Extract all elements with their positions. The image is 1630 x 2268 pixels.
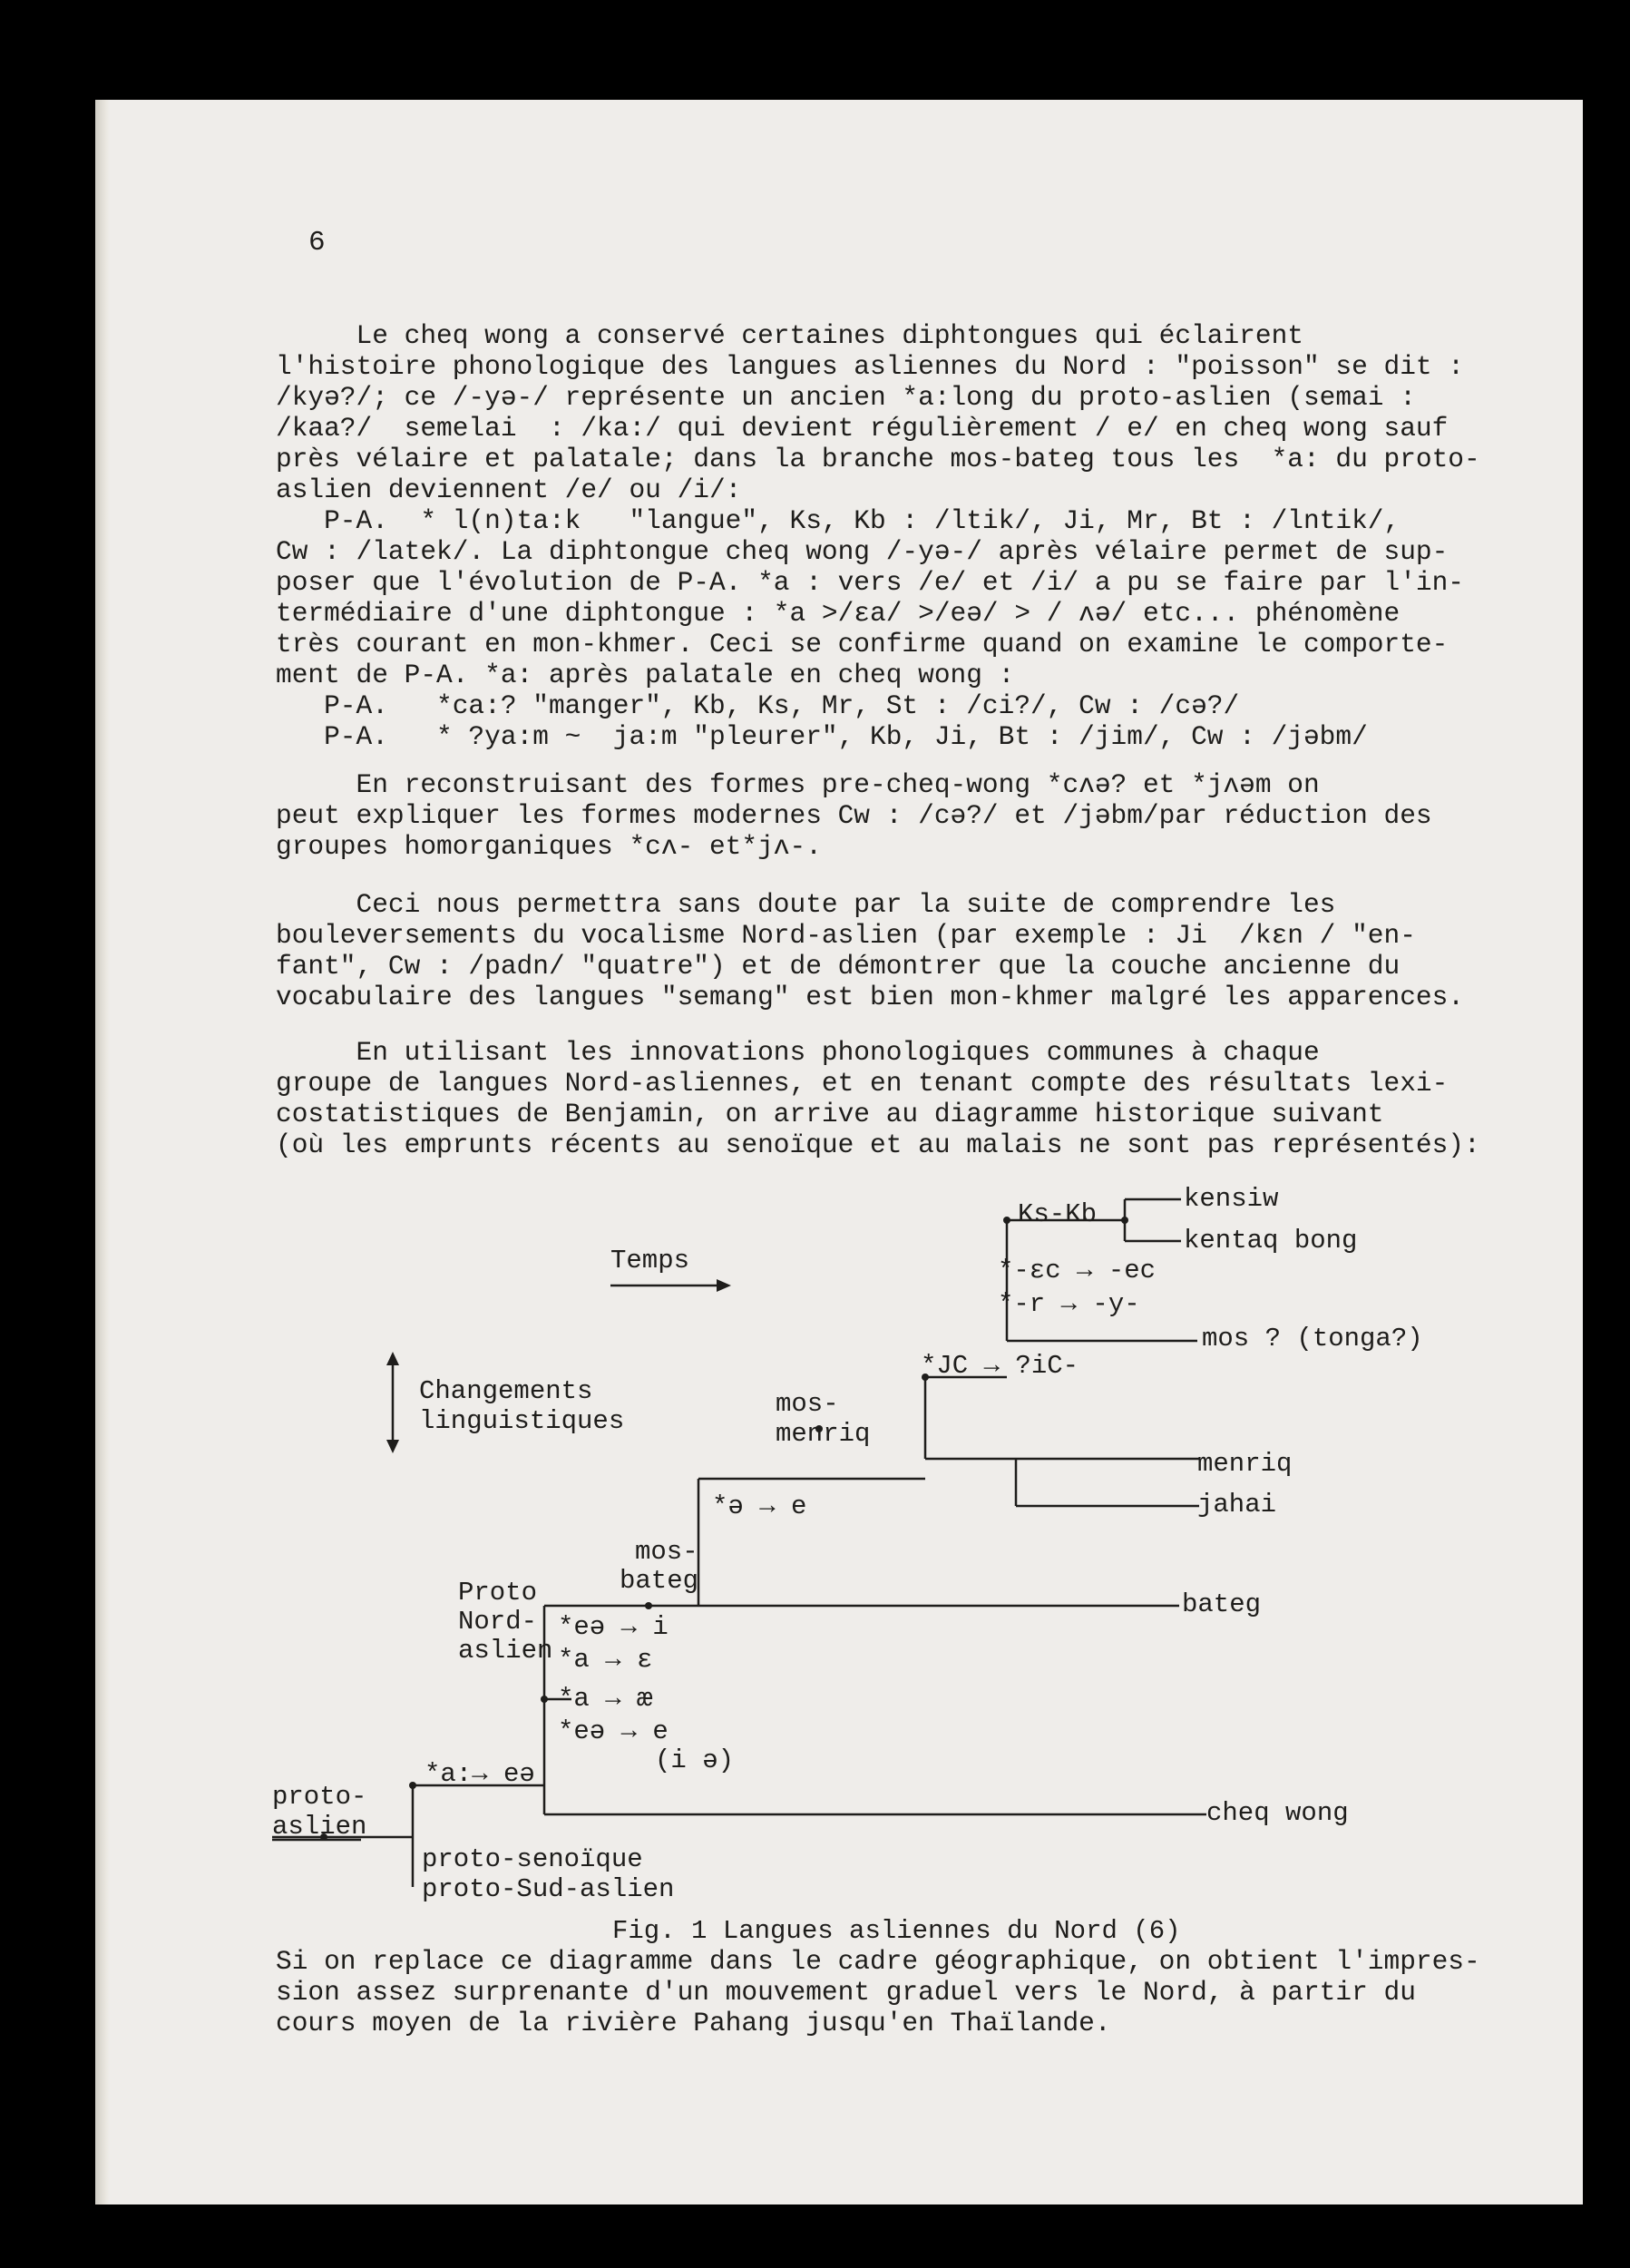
label-menriq: menriq [1197, 1449, 1293, 1479]
node-proto-nord [541, 1696, 548, 1703]
change-along: *a:→ eə [425, 1759, 535, 1789]
label-menriq-group: menriq [776, 1419, 871, 1449]
label-mos-tonga: mos ? (tonga?) [1202, 1324, 1423, 1354]
text-line: costatistiques de Benjamin, on arrive au diagramme historique suivant [276, 1099, 1384, 1129]
text-line: poser que l'évolution de P-A. *a : vers /e/ et /i/ a pu se faire par l'in- [276, 567, 1465, 598]
node-upper [1003, 1217, 1010, 1224]
change-arrow-head-up [386, 1352, 399, 1365]
text-line: groupe de langues Nord-asliennes, et en tenant compte des résultats lexi- [276, 1068, 1449, 1099]
change-ec: *-εc → -ec [998, 1256, 1157, 1286]
label-cheq-wong: cheq wong [1206, 1798, 1349, 1828]
text-line: sion assez surprenante d'un mouvement graduel vers le Nord, à partir du [276, 1977, 1416, 2008]
label-time: Temps [610, 1246, 690, 1276]
change-ea-i: *eə → i [558, 1612, 669, 1642]
text-line: P-A. * l(n)ta:k "langue", Ks, Kb : /ltik/, Ji, Mr, Bt : /lntik/, [276, 505, 1401, 536]
label-change-2: linguistiques [419, 1406, 625, 1436]
label-proto-aslien-1: proto- [272, 1782, 367, 1812]
change-i-schwa: (i ə) [655, 1745, 735, 1775]
label-nord: Nord- [458, 1607, 538, 1637]
text-line: P-A. *ca:? "manger", Kb, Ks, Mr, St : /ci?/, Cw : /cə?/ [276, 690, 1240, 721]
change-ea-e: *eə → e [558, 1716, 669, 1746]
text-line: fant", Cw : /padn/ "quatre") et de démontrer que la couche ancienne du [276, 951, 1401, 982]
text-line: Cw : /latek/. La diphtongue cheq wong /-yə-/ après vélaire permet de sup- [276, 536, 1449, 567]
label-jahai: jahai [1197, 1490, 1277, 1520]
text-line: ment de P-A. *a: après palatale en cheq wong : [276, 660, 1015, 690]
label-proto-aslien-2: aslien [272, 1812, 367, 1842]
label-proto: Proto [458, 1578, 538, 1608]
change-r: *-r → -y- [998, 1289, 1140, 1319]
paragraph-5 [276, 1946, 1480, 2038]
change-jc: *JC → ?iC- [921, 1351, 1079, 1381]
change-schwa: *ə → e [712, 1491, 807, 1521]
text-line: aslien deviennent /e/ ou /i/: [276, 474, 742, 505]
text-line: Ceci nous permettra sans doute par la suite de comprendre les [276, 889, 1336, 920]
label-bateg-group: bateg [620, 1566, 699, 1596]
node-mos-bateg [645, 1602, 652, 1609]
text-line: près vélaire et palatale; dans la branche mos-bateg tous les *a: du proto- [276, 444, 1480, 474]
label-ks-kb: Ks-Kb [1018, 1199, 1098, 1229]
label-proto-sud-aslien: proto-Sud-aslien [422, 1874, 675, 1904]
change-a-ae: *a → æ [558, 1684, 653, 1714]
text-line: bouleversements du vocalisme Nord-aslien (par exemple : Ji /kεn / "en- [276, 920, 1416, 951]
text-line: très courant en mon-khmer. Ceci se confirme quand on examine le comporte- [276, 629, 1449, 660]
label-change-1: Changements [419, 1376, 593, 1406]
time-arrow-head [717, 1279, 731, 1292]
text-line: En utilisant les innovations phonologiques communes à chaque [276, 1037, 1320, 1068]
label-bateg: bateg [1182, 1589, 1262, 1619]
text-line: Le cheq wong a conservé certaines diphtongues qui éclairent [276, 320, 1303, 351]
label-mos: mos- [776, 1389, 839, 1419]
label-proto-senoique: proto-senoïque [422, 1844, 643, 1874]
text-line: /kaa?/ semelai : /ka:/ qui devient régulièrement / e/ en cheq wong sauf [276, 413, 1449, 444]
text-line: En reconstruisant des formes pre-cheq-wong *cʌə? et *jʌəm on [276, 769, 1320, 800]
change-a-e1: *a → ε [558, 1645, 653, 1675]
label-kensiw: kensiw [1184, 1184, 1279, 1214]
figure-caption: Fig. 1 Langues asliennes du Nord (6) [612, 1916, 1181, 1946]
text-line: cours moyen de la rivière Pahang jusqu'en Thaïlande. [276, 2008, 1111, 2038]
node-proto-aslien-upper [409, 1782, 416, 1789]
text-line: P-A. * ?ya:m ~ ja:m "pleurer", Kb, Ji, Bt : /jim/, Cw : /jəbm/ [276, 721, 1368, 752]
text-line: Si on replace ce diagramme dans le cadre géographique, on obtient l'impres- [276, 1946, 1480, 1977]
page-number: 6 [308, 227, 326, 259]
text-line: termédiaire d'une diphtongue : *a >/εa/ >/eə/ > / ʌə/ etc... phénomène [276, 598, 1401, 629]
node-ks-kb [1121, 1217, 1128, 1224]
text-line: l'histoire phonologique des langues asliennes du Nord : "poisson" se dit : [276, 351, 1465, 382]
text-line: /kyə?/; ce /-yə-/ représente un ancien *a:long du proto-aslien (semai : [276, 382, 1416, 413]
text-line: vocabulaire des langues "semang" est bien mon-khmer malgré les apparences. [276, 982, 1465, 1012]
label-aslien: aslien [458, 1636, 553, 1666]
change-arrow-head-down [386, 1440, 399, 1453]
text-line: groupes homorganiques *cʌ- et*jʌ-. [276, 831, 822, 862]
text-line: peut expliquer les formes modernes Cw : /cə?/ et /jəbm/par réduction des [276, 800, 1432, 831]
text-line: (où les emprunts récents au senoïque et au malais ne sont pas représentés): [276, 1129, 1480, 1160]
label-kentaq-bong: kentaq bong [1184, 1226, 1358, 1256]
label-mos-2: mos- [635, 1537, 698, 1567]
